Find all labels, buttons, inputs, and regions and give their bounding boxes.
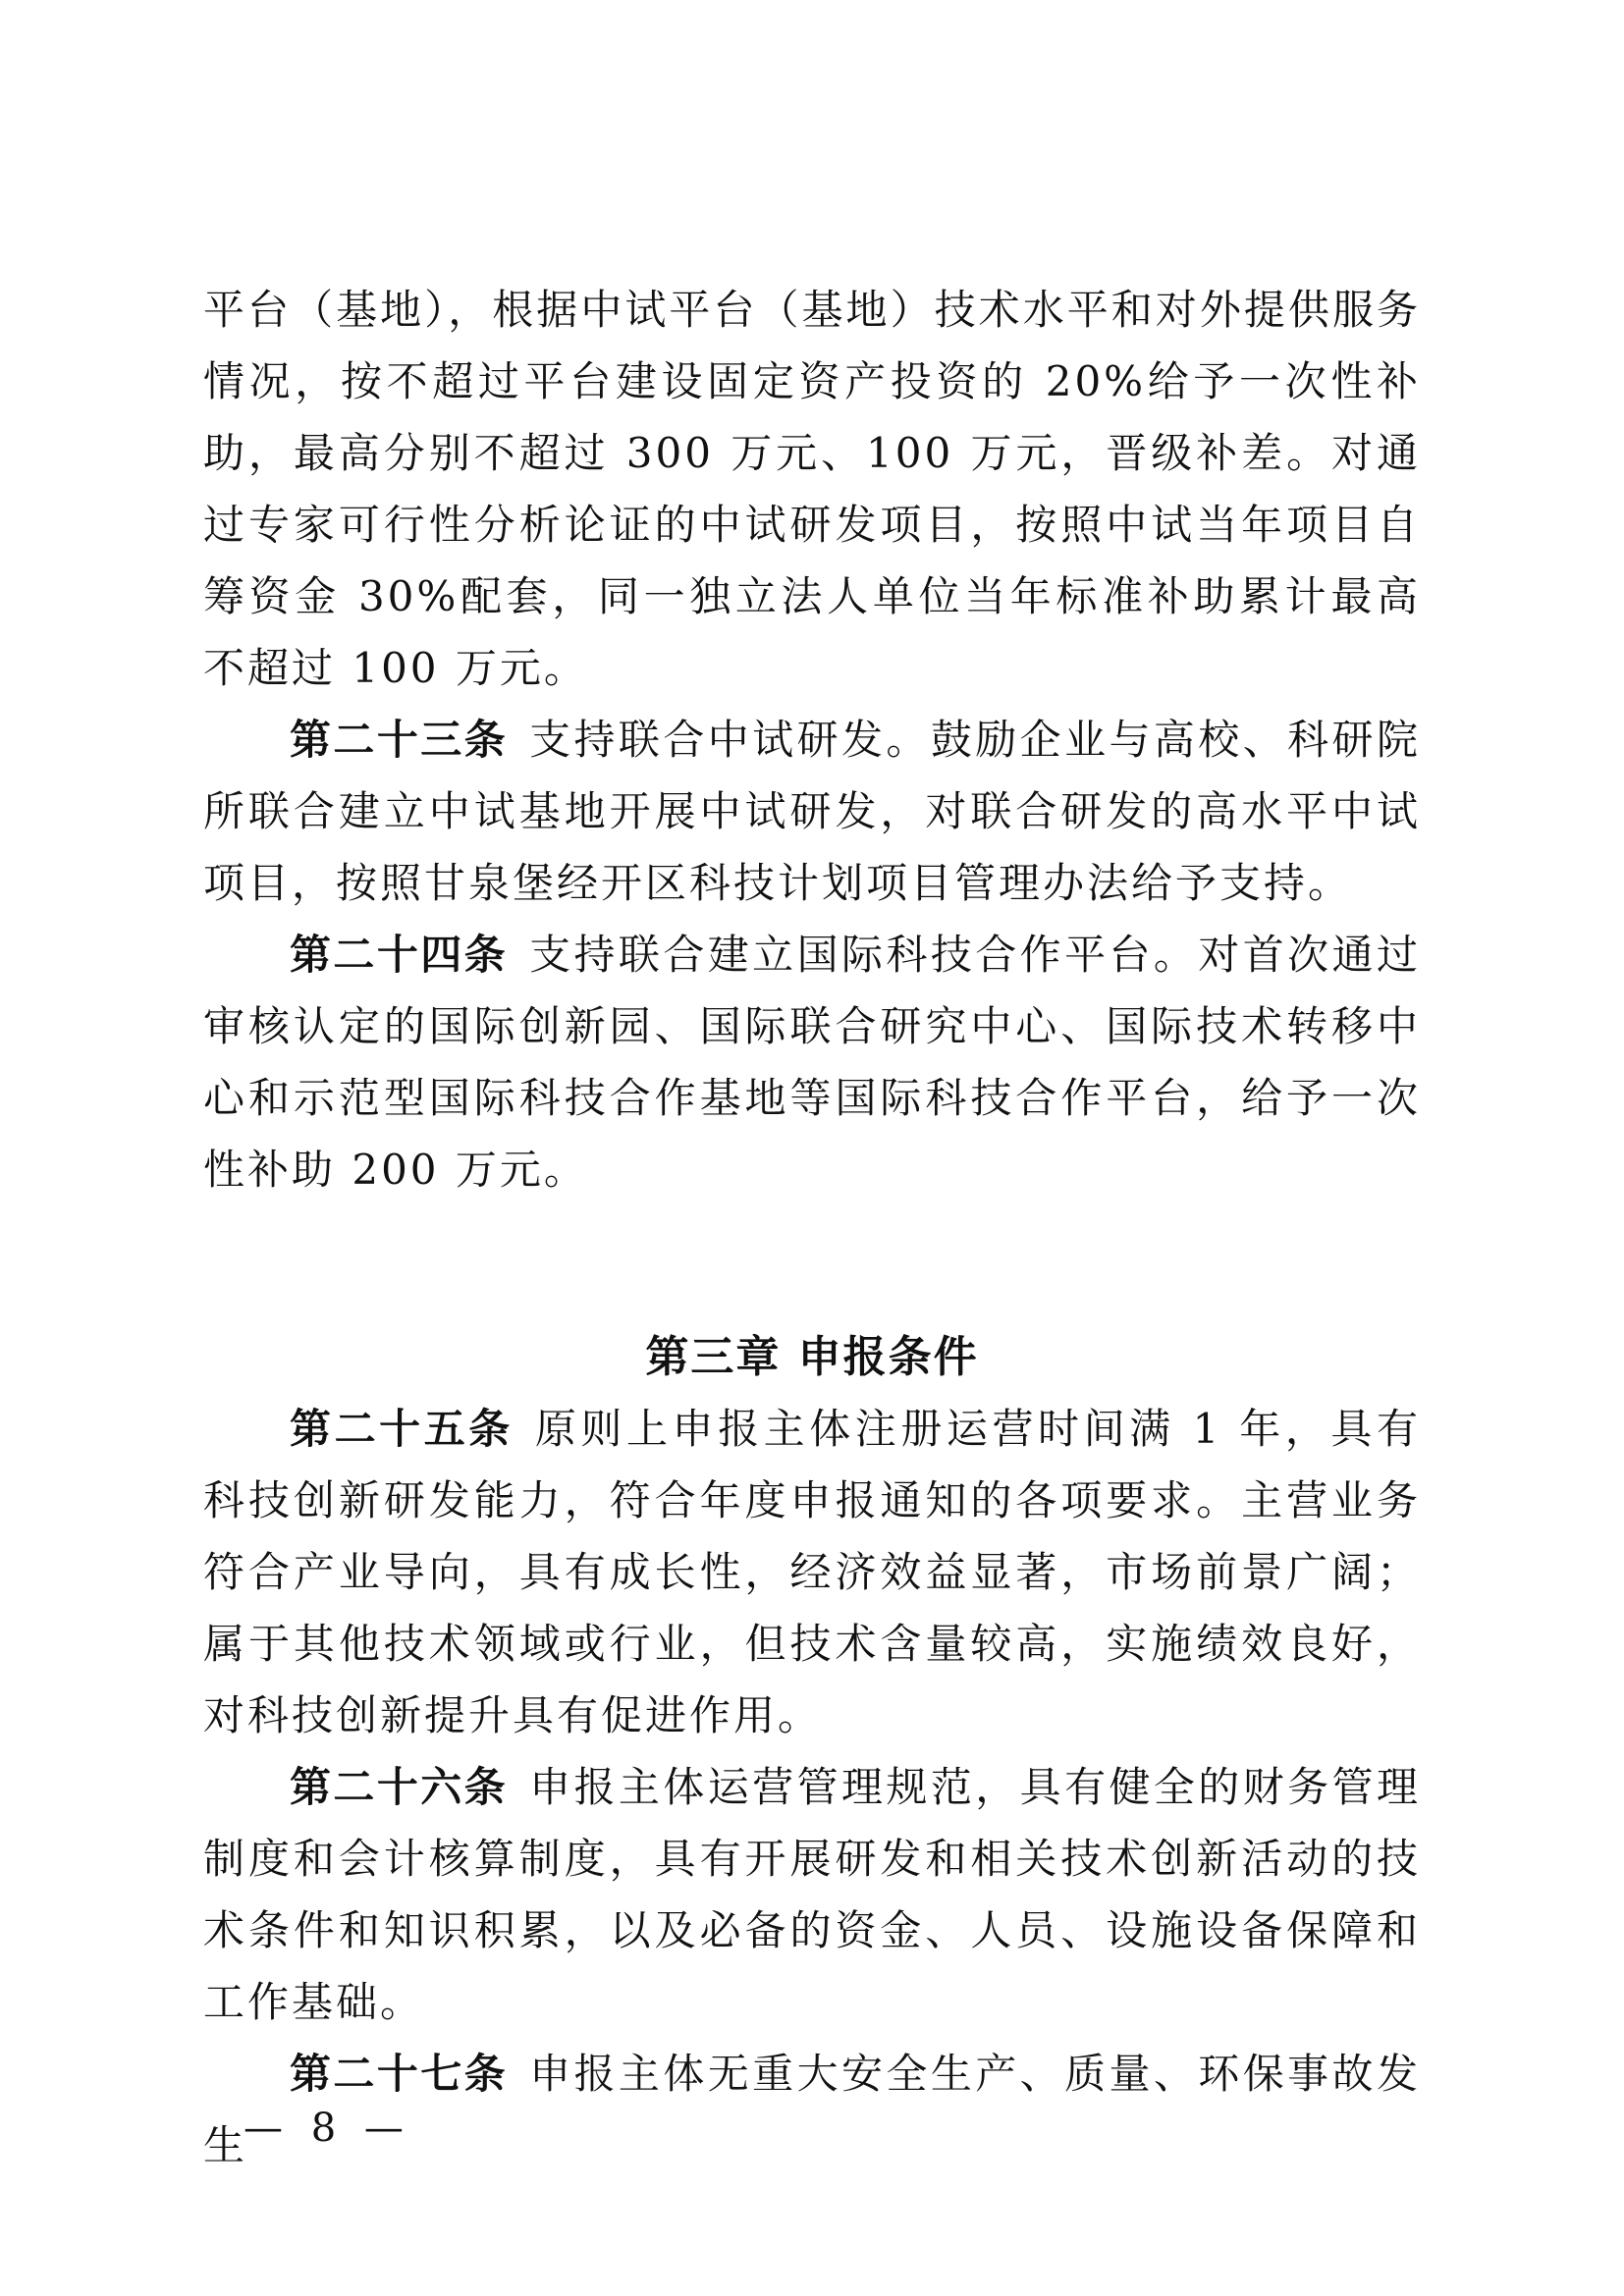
article-26	[203, 1751, 1421, 2038]
article-text: 申报主体无重大安全生产、质量、环保事故发生	[203, 2050, 1421, 2169]
article-text: 支持联合建立国际科技合作平台。对首次通过审核认定的国际创新园、国际联合研究中心、国际技术转移中心和示范型国际科技合作基地等国际科技合作平台，给予一次性补助 200 万元。	[203, 931, 1421, 1194]
article-label: 第二十六条	[290, 1763, 509, 1811]
article-25	[203, 1393, 1421, 1751]
article-24	[203, 919, 1421, 1205]
body-text	[203, 274, 1421, 2181]
article-label: 第二十七条	[290, 2050, 509, 2098]
page-number: — 8 —	[244, 2106, 411, 2151]
article-label: 第二十三条	[290, 716, 509, 764]
article-text: 支持联合中试研发。鼓励企业与高校、科研院所联合建立中试基地开展中试研发，对联合研发的高水平中试项目，按照甘泉堡经开区科技计划项目管理办法给予支持。	[203, 716, 1421, 907]
article-text: 申报主体运营管理规范，具有健全的财务管理制度和会计核算制度，具有开展研发和相关技术创新活动的技术条件和知识积累，以及必备的资金、人员、设施设备保障和工作基础。	[203, 1763, 1421, 2026]
paragraph-continuation: 平台（基地），根据中试平台（基地）技术水平和对外提供服务情况，按不超过平台建设固定资产投资的 20%给予一次性补助，最高分别不超过 300 万元、100 万元，晋级补差。对通过专家可行性分析论证的中试研发项目，按照中试当年项目自筹资金 30%配套，同一独立法人单位当年标准补助累计最高不超过 100 万元。	[203, 286, 1421, 692]
article-text: 原则上申报主体注册运营时间满 1 年，具有科技创新研发能力，符合年度申报通知的各项要求。主营业务符合产业导向，具有成长性，经济效益显著，市场前景广阔；属于其他技术领域或行业，但技术含量较高，实施绩效良好，对科技创新提升具有促进作用。	[203, 1405, 1421, 1739]
article-label: 第二十五条	[290, 1405, 514, 1453]
article-label: 第二十四条	[290, 931, 509, 979]
article-23	[203, 704, 1421, 919]
chapter-title: 第三章 申报条件	[645, 1332, 979, 1382]
